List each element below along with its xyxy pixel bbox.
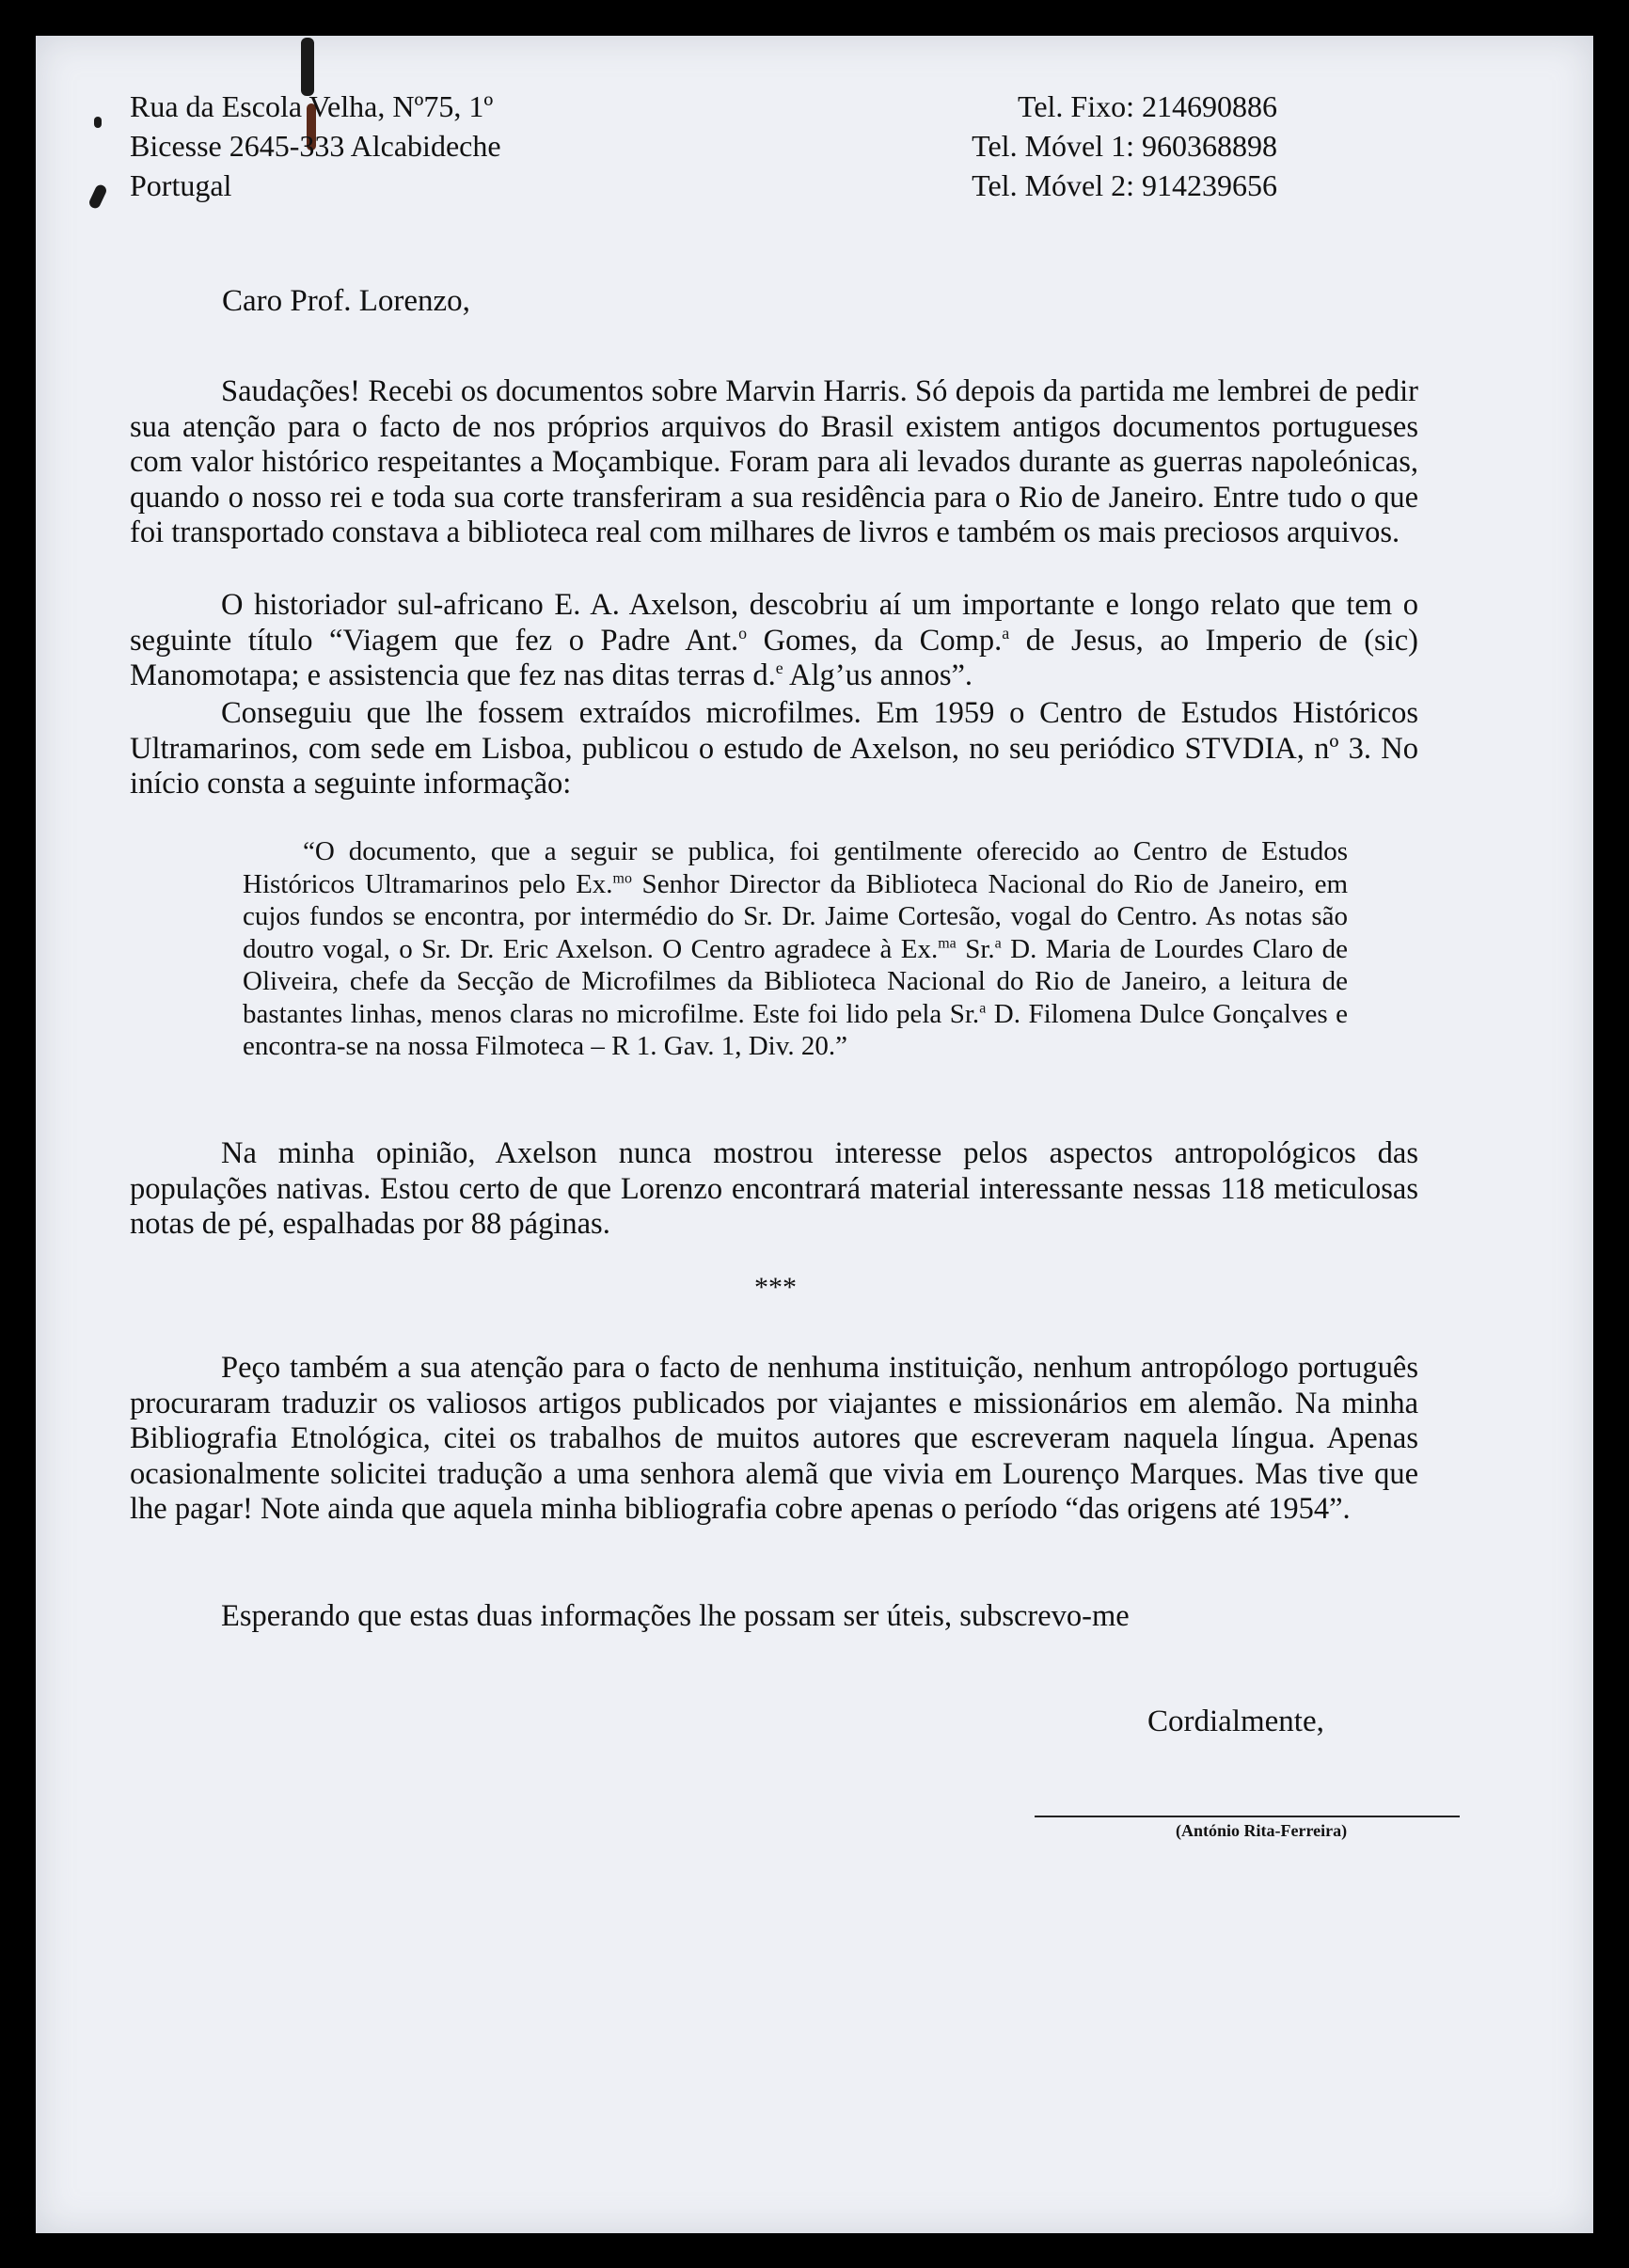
- paragraph-text: de Jesus, ao Imperio de (sic) Manomotapa; e assistencia que fez nas ditas terras d.: [130, 623, 1418, 692]
- sender-phones: [924, 87, 1277, 205]
- paragraph-text: Alg’us annos”.: [783, 658, 973, 692]
- ink-dot: [94, 117, 102, 128]
- salutation: Caro Prof. Lorenzo,: [222, 284, 470, 318]
- address-line: Rua da Escola Velha, Nº75, 1º: [130, 89, 494, 123]
- paragraph-2: [130, 588, 1418, 694]
- superscript: a: [979, 999, 987, 1016]
- superscript: e: [775, 658, 783, 678]
- block-quote: [243, 835, 1348, 1063]
- paragraph-text: O historiador sul-africano E. A. Axelson, descobriu aí um importante e longo relato que tem o seguinte título “Viagem que fez o Padre Ant.: [130, 588, 1418, 658]
- address-line: Bicesse 2645-333 Alcabideche: [130, 129, 501, 163]
- letter-page: [36, 36, 1593, 2233]
- superscript: o: [738, 623, 748, 642]
- superscript: ma: [938, 934, 957, 951]
- closing: Cordialmente,: [1147, 1705, 1324, 1738]
- superscript: a: [994, 934, 1002, 951]
- quote-text: D. Filomena Dulce Gonçalves e encontra-se na nossa Filmoteca – R 1. Gav. 1, Div. 20.”: [243, 998, 1348, 1061]
- phone-fixed: Tel. Fixo: 214690886: [1018, 89, 1277, 123]
- sender-address: [130, 87, 501, 205]
- quote-text: D. Maria de Lourdes Claro de Oliveira, chefe da Secção de Microfilmes da Biblioteca Nacional do Rio de Janeiro, a leitura de bastantes linhas, menos claras no microfilme. Este foi lido pela Sr.: [243, 933, 1349, 1029]
- signature-line-actual: [1035, 1816, 1460, 1817]
- paragraph-6: Esperando que estas duas informações lhe possam ser úteis, subscrevo-me: [221, 1599, 1130, 1633]
- paragraph-3: Conseguiu que lhe fossem extraídos microfilmes. Em 1959 o Centro de Estudos Históricos Ultramarinos, com sede em Lisboa, publicou o estudo de Axelson, no seu periódico STVDIA, nº 3. No início consta a seguinte informação:: [130, 696, 1418, 801]
- phone-mobile-1: Tel. Móvel 1: 960368898: [972, 129, 1277, 163]
- superscript: a: [1002, 623, 1010, 642]
- paragraph-text: Gomes, da Comp.: [747, 623, 1003, 658]
- address-line: Portugal: [130, 168, 232, 202]
- quote-text: Sr.: [956, 933, 995, 964]
- superscript: mo: [612, 869, 632, 886]
- paragraph-5: Peço também a sua atenção para o facto de nenhuma instituição, nenhum antropólogo português procuraram traduzir os valiosos artigos publicados por viajantes e missionários em alemão. Na minha Bibliografia Etnológica, citei os trabalhos de muitos autores que escreveram naquela língua. Apenas ocasionalmente solicitei tradução a uma senhora alemã que vivia em Lourenço Marques. Mas tive que lhe pagar! Note ainda que aquela minha bibliografia cobre apenas o período “das origens até 1954”.: [130, 1351, 1418, 1526]
- quote-text: “O documento, que a seguir se publica, foi gentilmente oferecido ao Centro de Estudos Históricos Ultramarinos pelo Ex.: [243, 836, 1348, 899]
- paragraph-4: Na minha opinião, Axelson nunca mostrou interesse pelos aspectos antropológicos das populações nativas. Estou certo de que Lorenzo encontrará material interessante nessas 118 meticulosas notas de pé, espalhadas por 88 páginas.: [130, 1136, 1418, 1241]
- phone-mobile-2: Tel. Móvel 2: 914239656: [972, 168, 1277, 202]
- section-separator: ***: [754, 1272, 797, 1303]
- quote-text: Senhor Director da Biblioteca Nacional do Rio de Janeiro, em cujos fundos se encontra, por intermédio do Sr. Dr. Jaime Cortesão, vogal do Centro. As notas são doutro vogal, o Sr. Dr. Eric Axelson. O Centro agradece à Ex.: [243, 868, 1348, 964]
- paragraph-1: Saudações! Recebi os documentos sobre Marvin Harris. Só depois da partida me lembrei de pedir sua atenção para o facto de nos próprios arquivos do Brasil existem antigos documentos portugueses com valor histórico respeitantes a Moçambique. Foram para ali levados durante as guerras napoleónicas, quando o nosso rei e toda sua corte transferiram a sua residência para o Rio de Janeiro. Entre tudo o que foi transportado constava a biblioteca real com milhares de livros e também os mais preciosos arquivos.: [130, 374, 1418, 549]
- signature-name: (António Rita-Ferreira): [1176, 1821, 1348, 1840]
